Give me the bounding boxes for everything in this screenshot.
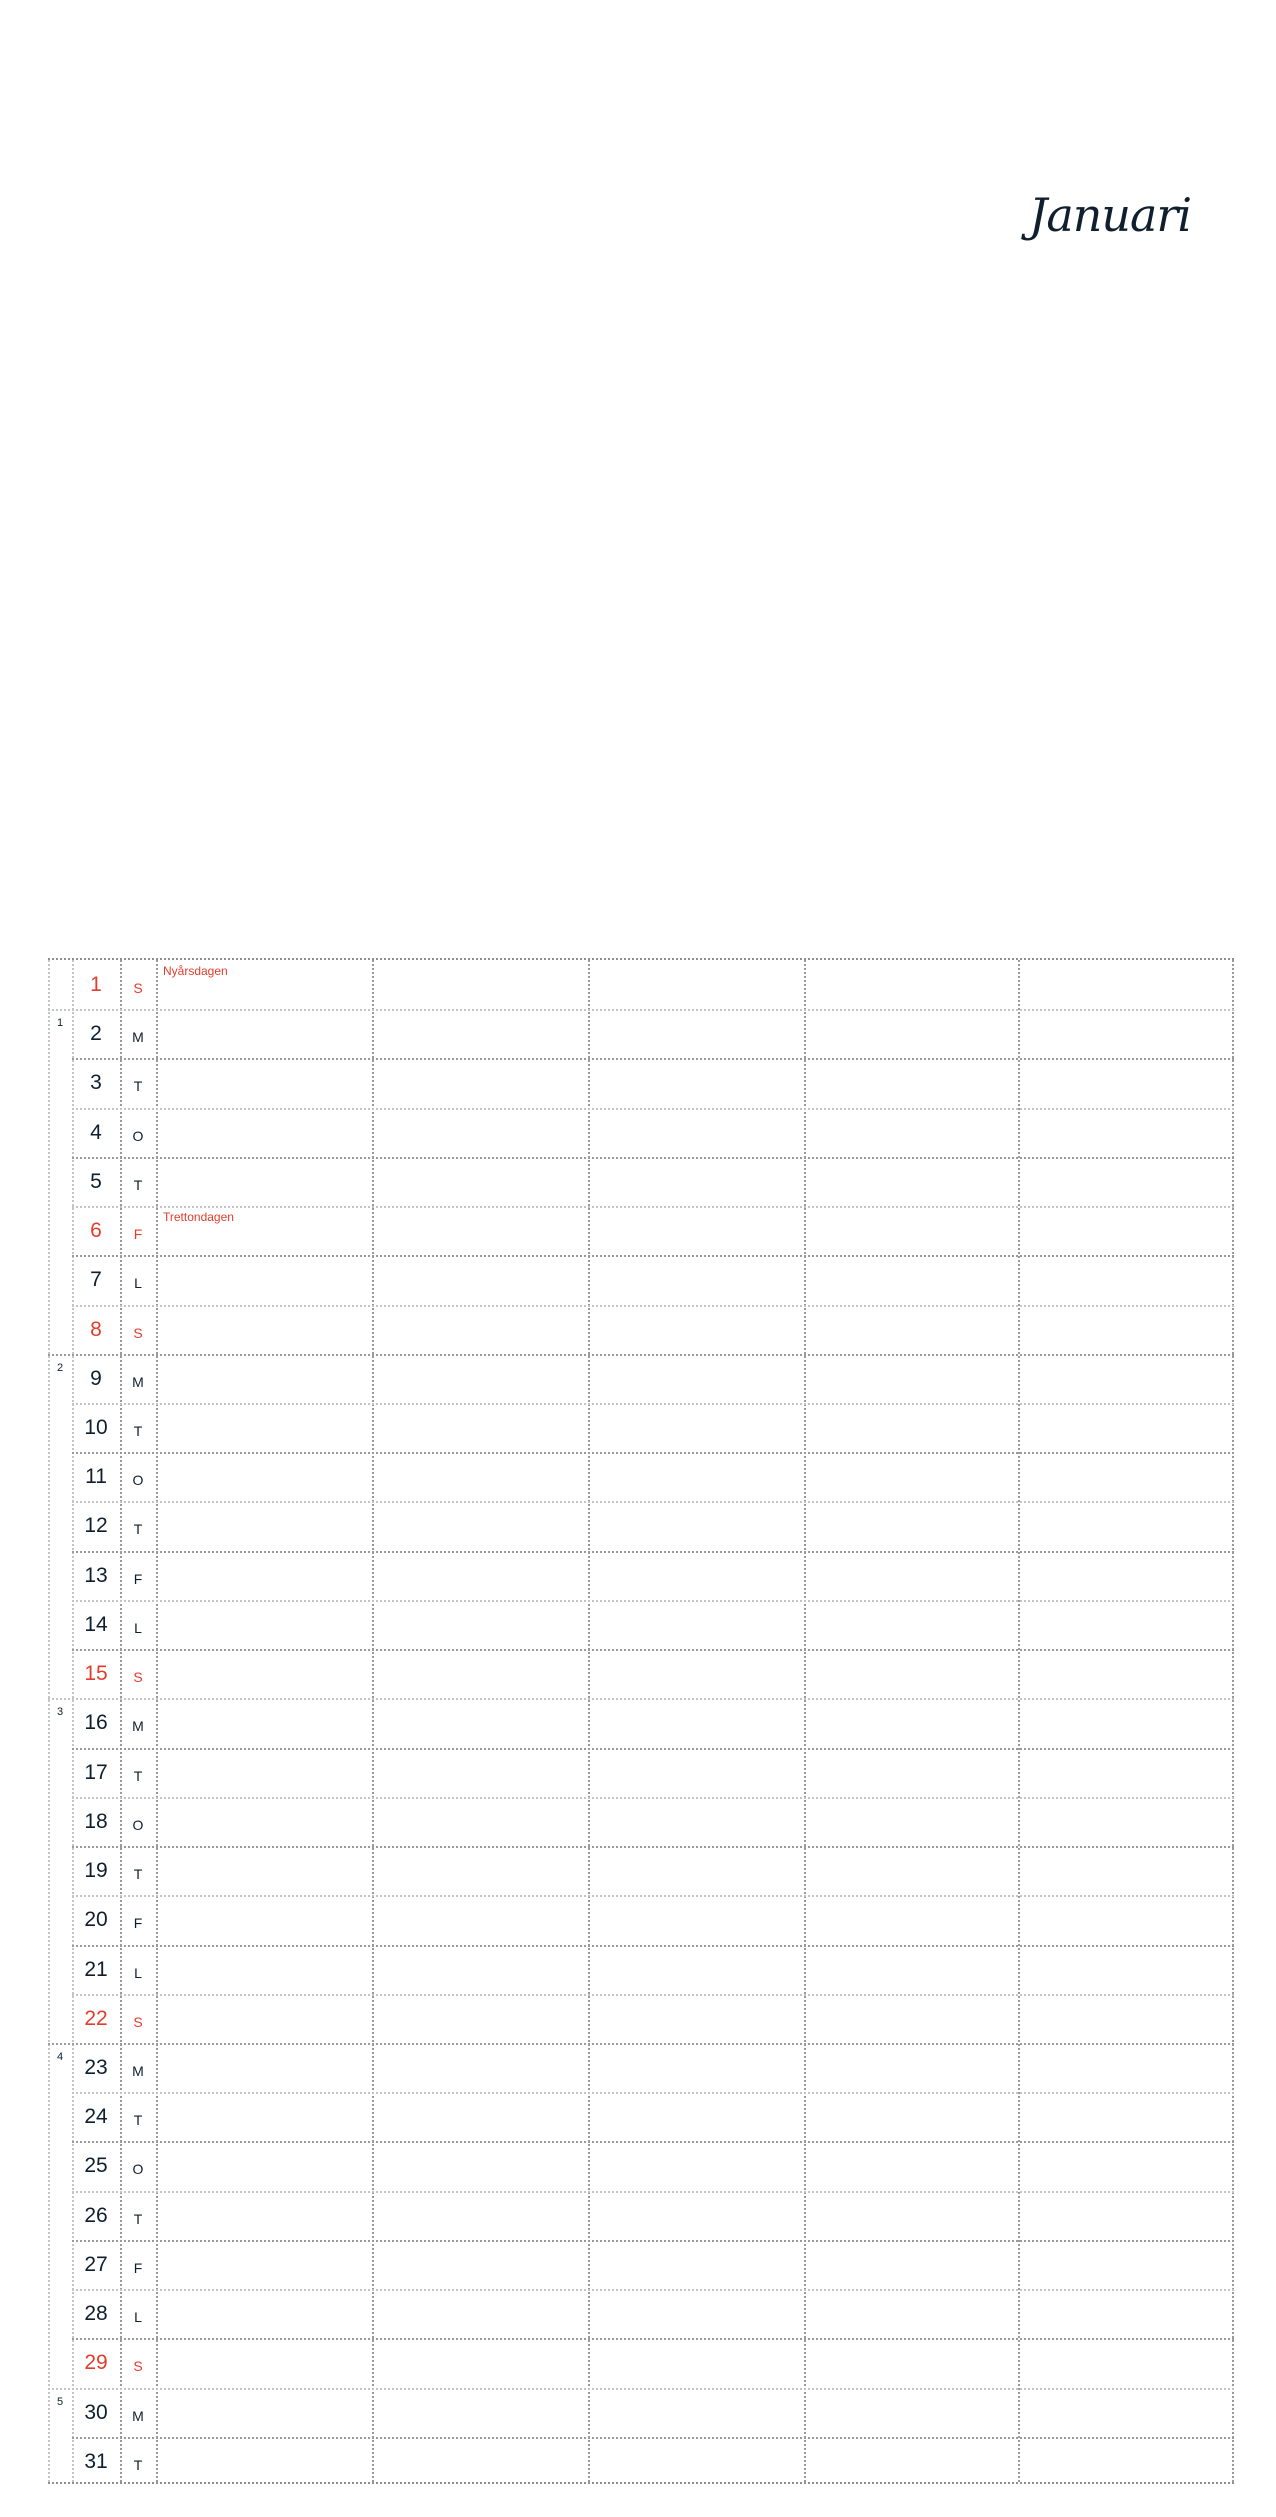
weekday-letter: O [132,1472,144,1488]
day-row[interactable] [48,1157,1234,1206]
day-row[interactable] [48,1501,1234,1550]
weekday-letter: M [132,2063,144,2079]
weekday-letter: T [133,1521,143,1537]
weekday-letter: T [133,2112,143,2128]
weekday-letter: S [133,1325,143,1341]
weekday-letter: F [133,2260,143,2276]
day-row[interactable] [48,1403,1234,1452]
weekday-letter: F [133,1915,143,1931]
day-number: 19 [84,1859,108,1882]
weekday-letter: O [132,2161,144,2177]
day-number: 11 [85,1465,107,1488]
weekday-letter: M [132,1374,144,1390]
day-number: 4 [90,1121,102,1144]
day-row[interactable] [48,2092,1234,2141]
weekday-letter: S [133,2014,143,2030]
day-row[interactable] [48,1649,1234,1698]
day-number: 15 [84,1662,108,1685]
day-number: 1 [90,973,102,996]
day-row[interactable] [48,1846,1234,1895]
day-row[interactable] [48,1108,1234,1157]
day-number: 30 [84,2401,108,2424]
day-number: 14 [84,1613,108,1636]
day-number: 16 [84,1711,108,1734]
weekday-letter: M [132,1029,144,1045]
weekday-letter: M [132,1718,144,1734]
day-row[interactable] [48,1600,1234,1649]
week-number: 5 [56,2396,64,2408]
day-number: 29 [84,2351,108,2374]
day-row[interactable] [48,2043,1234,2092]
day-number: 21 [84,1958,108,1981]
week-number: 3 [56,1706,64,1718]
weekday-letter: L [134,1965,142,1981]
day-row[interactable] [48,1452,1234,1501]
weekday-letter: T [133,1768,143,1784]
weekday-letter: S [133,2358,143,2374]
weekday-letter: F [133,1226,143,1242]
day-row[interactable] [48,2289,1234,2338]
day-number: 10 [84,1416,108,1439]
weekday-letter: L [134,1275,142,1291]
day-row[interactable] [48,2240,1234,2289]
day-number: 5 [90,1170,102,1193]
weekday-letter: T [133,1423,143,1439]
day-row[interactable] [48,2141,1234,2190]
day-number: 31 [84,2450,108,2473]
holiday-label: Trettondagen [163,1210,234,1224]
day-row[interactable] [48,1058,1234,1107]
day-row[interactable] [48,2388,1234,2437]
day-number: 13 [84,1564,108,1587]
day-row[interactable] [48,1994,1234,2043]
weekday-letter: T [133,1866,143,1882]
week-number: 1 [56,1017,64,1029]
weekday-letter: L [134,2309,142,2325]
day-row[interactable] [48,1551,1234,1600]
weekday-letter: T [133,1078,143,1094]
weekday-letter: T [133,2457,143,2473]
week-number: 2 [56,1362,64,1374]
day-number: 8 [90,1318,102,1341]
day-number: 24 [84,2105,108,2128]
day-number: 18 [84,1810,108,1833]
day-row[interactable] [48,1895,1234,1944]
day-row[interactable] [48,1009,1234,1058]
day-number: 17 [84,1761,108,1784]
day-row[interactable] [48,1354,1234,1403]
weekday-letter: S [133,980,143,996]
day-row[interactable] [48,960,1234,1009]
day-number: 20 [84,1908,108,1931]
day-row[interactable] [48,1206,1234,1255]
weekday-letter: O [132,1128,144,1144]
day-row[interactable] [48,1255,1234,1304]
month-title: Januari [1028,188,1192,242]
day-number: 26 [84,2204,108,2227]
day-number: 22 [84,2007,108,2030]
day-number: 25 [84,2154,108,2177]
weekday-letter: F [133,1571,143,1587]
day-row[interactable] [48,1698,1234,1747]
day-row[interactable] [48,1305,1234,1354]
weekday-letter: S [133,1669,143,1685]
day-number: 28 [84,2302,108,2325]
day-number: 23 [84,2056,108,2079]
day-number: 7 [90,1268,102,1291]
holiday-label: Nyårsdagen [163,964,228,978]
planner-grid [48,958,1234,2484]
day-row[interactable] [48,2191,1234,2240]
weekday-letter: T [133,2211,143,2227]
weekday-letter: M [132,2408,144,2424]
day-row[interactable] [48,1797,1234,1846]
day-number: 3 [90,1071,102,1094]
day-number: 6 [90,1219,102,1242]
weekday-letter: L [134,1620,142,1636]
day-number: 9 [90,1367,102,1390]
day-number: 27 [84,2253,108,2276]
day-row[interactable] [48,1945,1234,1994]
day-row[interactable] [48,2338,1234,2387]
weekday-letter: T [133,1177,143,1193]
day-number: 2 [90,1022,102,1045]
day-row[interactable] [48,1748,1234,1797]
week-number: 4 [56,2051,64,2063]
day-number: 12 [84,1514,108,1537]
day-row[interactable] [48,2437,1234,2486]
weekday-letter: O [132,1817,144,1833]
